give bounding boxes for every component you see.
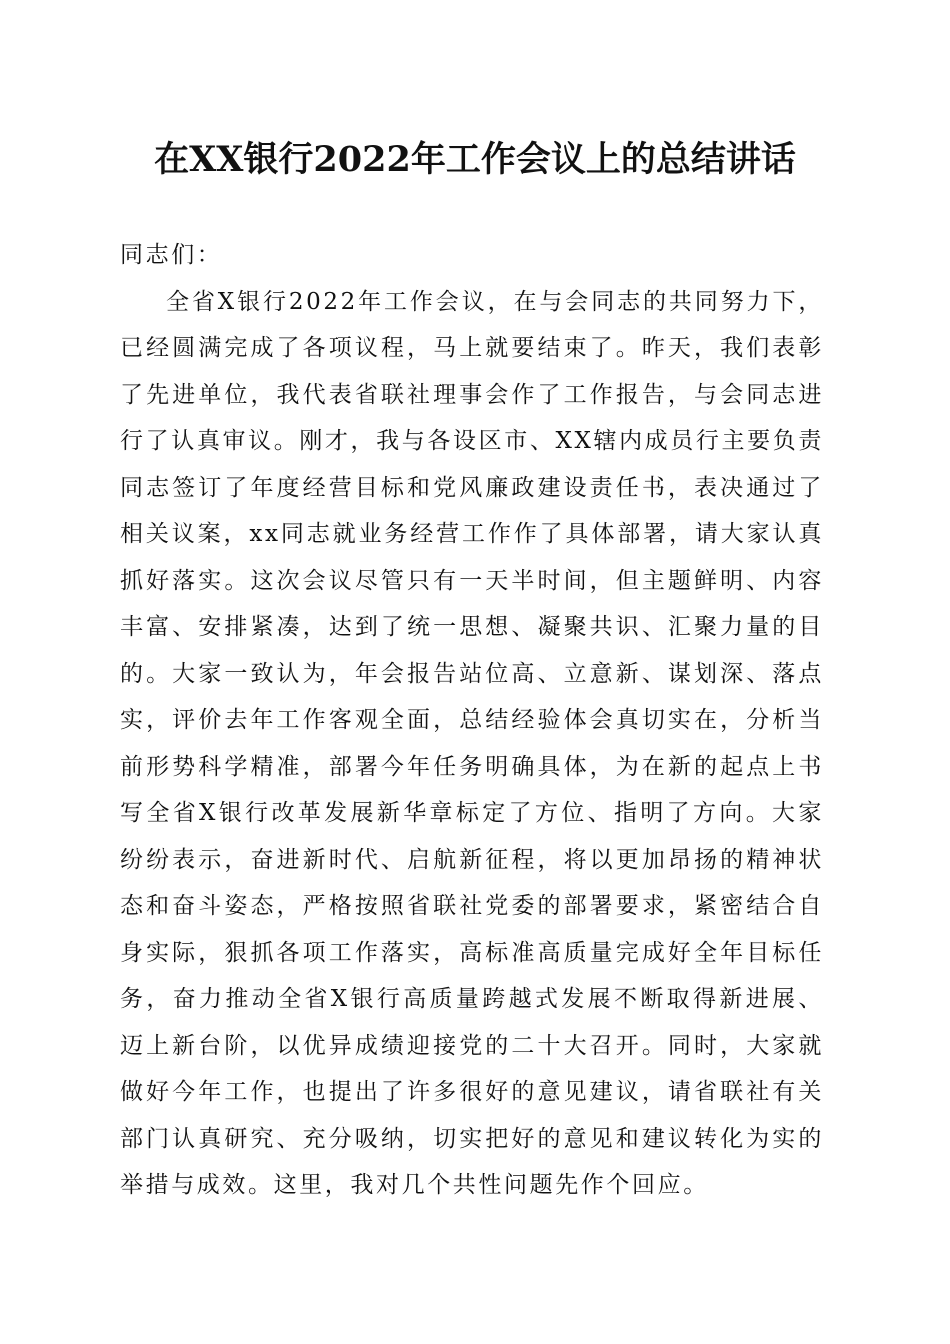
document-title: 在XX银行2022年工作会议上的总结讲话 <box>154 139 796 180</box>
salutation: 同志们： <box>120 242 223 268</box>
body-paragraph: 全省X银行2022年工作会议，在与会同志的共同努力下，已经圆满完成了各项议程，马上就要结束了。昨天，我们表彰了先进单位，我代表省联社理事会作了工作报告，与会同志进行了认真审议。刚才，我与各设区市、XX辖内成员行主要负责同志签订了年度经营目标和党风廉政建设责任书，表决通过了相关议案，xx同志就业务经营工作作了具体部署，请大家认真抓好落实。这次会议尽管只有一天半时间，但主题鲜明、内容丰富、安排紧凑，达到了统一思想、凝聚共识、汇聚力量的目的。大家一致认为，年会报告站位高、立意新、谋划深、落点实，评价去年工作客观全面，总结经验体会真切实在，分析当前形势科学精准，部署今年任务明确具体，为在新的起点上书写全省X银行改革发展新华章标定了方位、指明了方向。大家纷纷表示，奋进新时代、启航新征程，将以更加昂扬的精神状态和奋斗姿态，严格按照省联社党委的部署要求，紧密结合自身实际，狠抓各项工作落实，高标准高质量完成好全年目标任务，奋力推动全省X银行高质量跨越式发展不断取得新进展、迈上新台阶，以优异成绩迎接党的二十大召开。同时，大家就做好今年工作，也提出了许多很好的意见建议，请省联社有关部门认真研究、充分吸纳，切实把好的意见和建议转化为实的举措与成效。这里，我对几个共性问题先作个回应。 <box>120 288 824 1198</box>
document-body <box>120 232 824 1209</box>
